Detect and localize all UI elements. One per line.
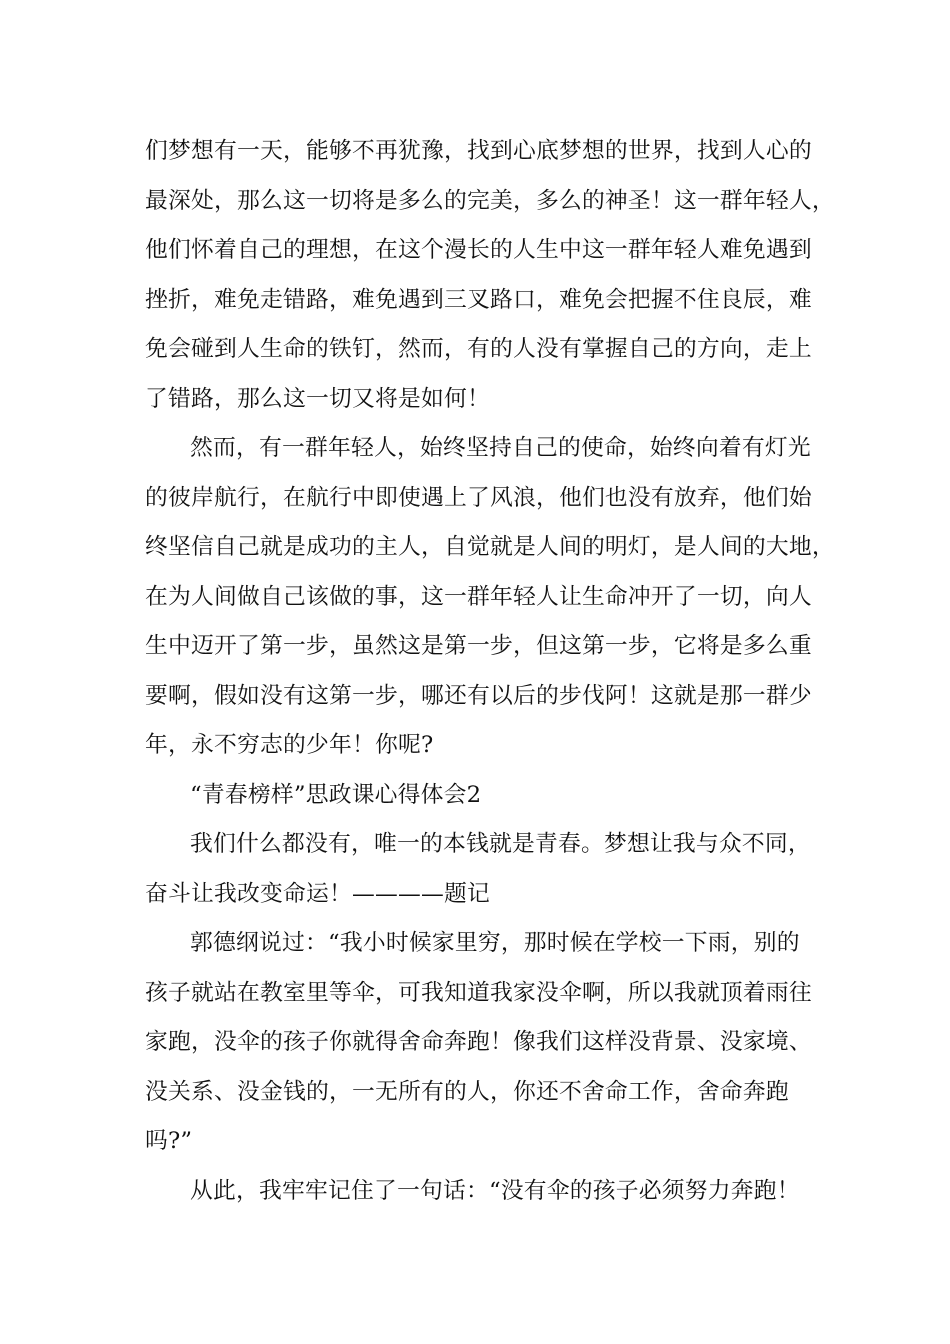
document-body bbox=[145, 127, 835, 1216]
text-line: 免会碰到人生命的铁钉，然而，有的人没有掌握自己的方向，走上 bbox=[145, 336, 812, 362]
section-heading bbox=[145, 771, 835, 821]
text-line: 了错路，那么这一切又将是如何！ bbox=[145, 385, 490, 412]
text-line: 生中迈开了第一步，虽然这是第一步，但这第一步，它将是多么重 bbox=[145, 633, 812, 659]
text-line: 奋斗让我改变命运！————题记 bbox=[145, 880, 490, 907]
text-line: 他们怀着自己的理想，在这个漫长的人生中这一群年轻人难免遇到 bbox=[145, 237, 812, 263]
paragraph bbox=[145, 1167, 835, 1217]
text-line: “青春榜样”思政课心得体会2 bbox=[190, 781, 482, 808]
text-line: 我们什么都没有，唯一的本钱就是青春。梦想让我与众不同， bbox=[190, 831, 811, 857]
text-line: 然而，有一群年轻人，始终坚持自己的使命，始终向着有灯光 bbox=[190, 435, 811, 461]
text-line: 没关系、没金钱的，一无所有的人，你还不舍命工作，舍命奔跑 bbox=[145, 1078, 789, 1105]
text-line: 家跑，没伞的孩子你就得舍命奔跑！像我们这样没背景、没家境、 bbox=[145, 1029, 812, 1055]
text-line: 最深处，那么这一切将是多么的完美，多么的神圣！这一群年轻人， bbox=[145, 187, 835, 214]
text-line: 孩子就站在教室里等伞，可我知道我家没伞啊，所以我就顶着雨往 bbox=[145, 979, 812, 1006]
paragraph bbox=[145, 127, 835, 424]
text-line: 们梦想有一天，能够不再犹豫，找到心底梦想的世界，找到人心的 bbox=[145, 138, 812, 164]
text-line: 终坚信自己就是成功的主人，自觉就是人间的明灯，是人间的大地， bbox=[145, 534, 835, 560]
paragraph bbox=[145, 424, 835, 771]
text-line: 在为人间做自己该做的事，这一群年轻人让生命冲开了一切，向人 bbox=[145, 583, 812, 610]
paragraph bbox=[145, 820, 835, 919]
text-line: 吗?” bbox=[145, 1128, 193, 1154]
text-line: 挫折，难免走错路，难免遇到三叉路口，难免会把握不住良辰，难 bbox=[145, 286, 812, 313]
text-line: 从此，我牢牢记住了一句话：“没有伞的孩子必须努力奔跑！ bbox=[190, 1177, 800, 1204]
paragraph bbox=[145, 919, 835, 1167]
text-line: 郭德纲说过：“我小时候家里穷，那时候在学校一下雨，别的 bbox=[190, 930, 800, 956]
text-line: 年，永不穷志的少年！你呢? bbox=[145, 732, 434, 758]
text-line: 的彼岸航行，在航行中即使遇上了风浪，他们也没有放弃，他们始 bbox=[145, 484, 812, 511]
text-line: 要啊，假如没有这第一步，哪还有以后的步伐阿！这就是那一群少 bbox=[145, 682, 812, 709]
